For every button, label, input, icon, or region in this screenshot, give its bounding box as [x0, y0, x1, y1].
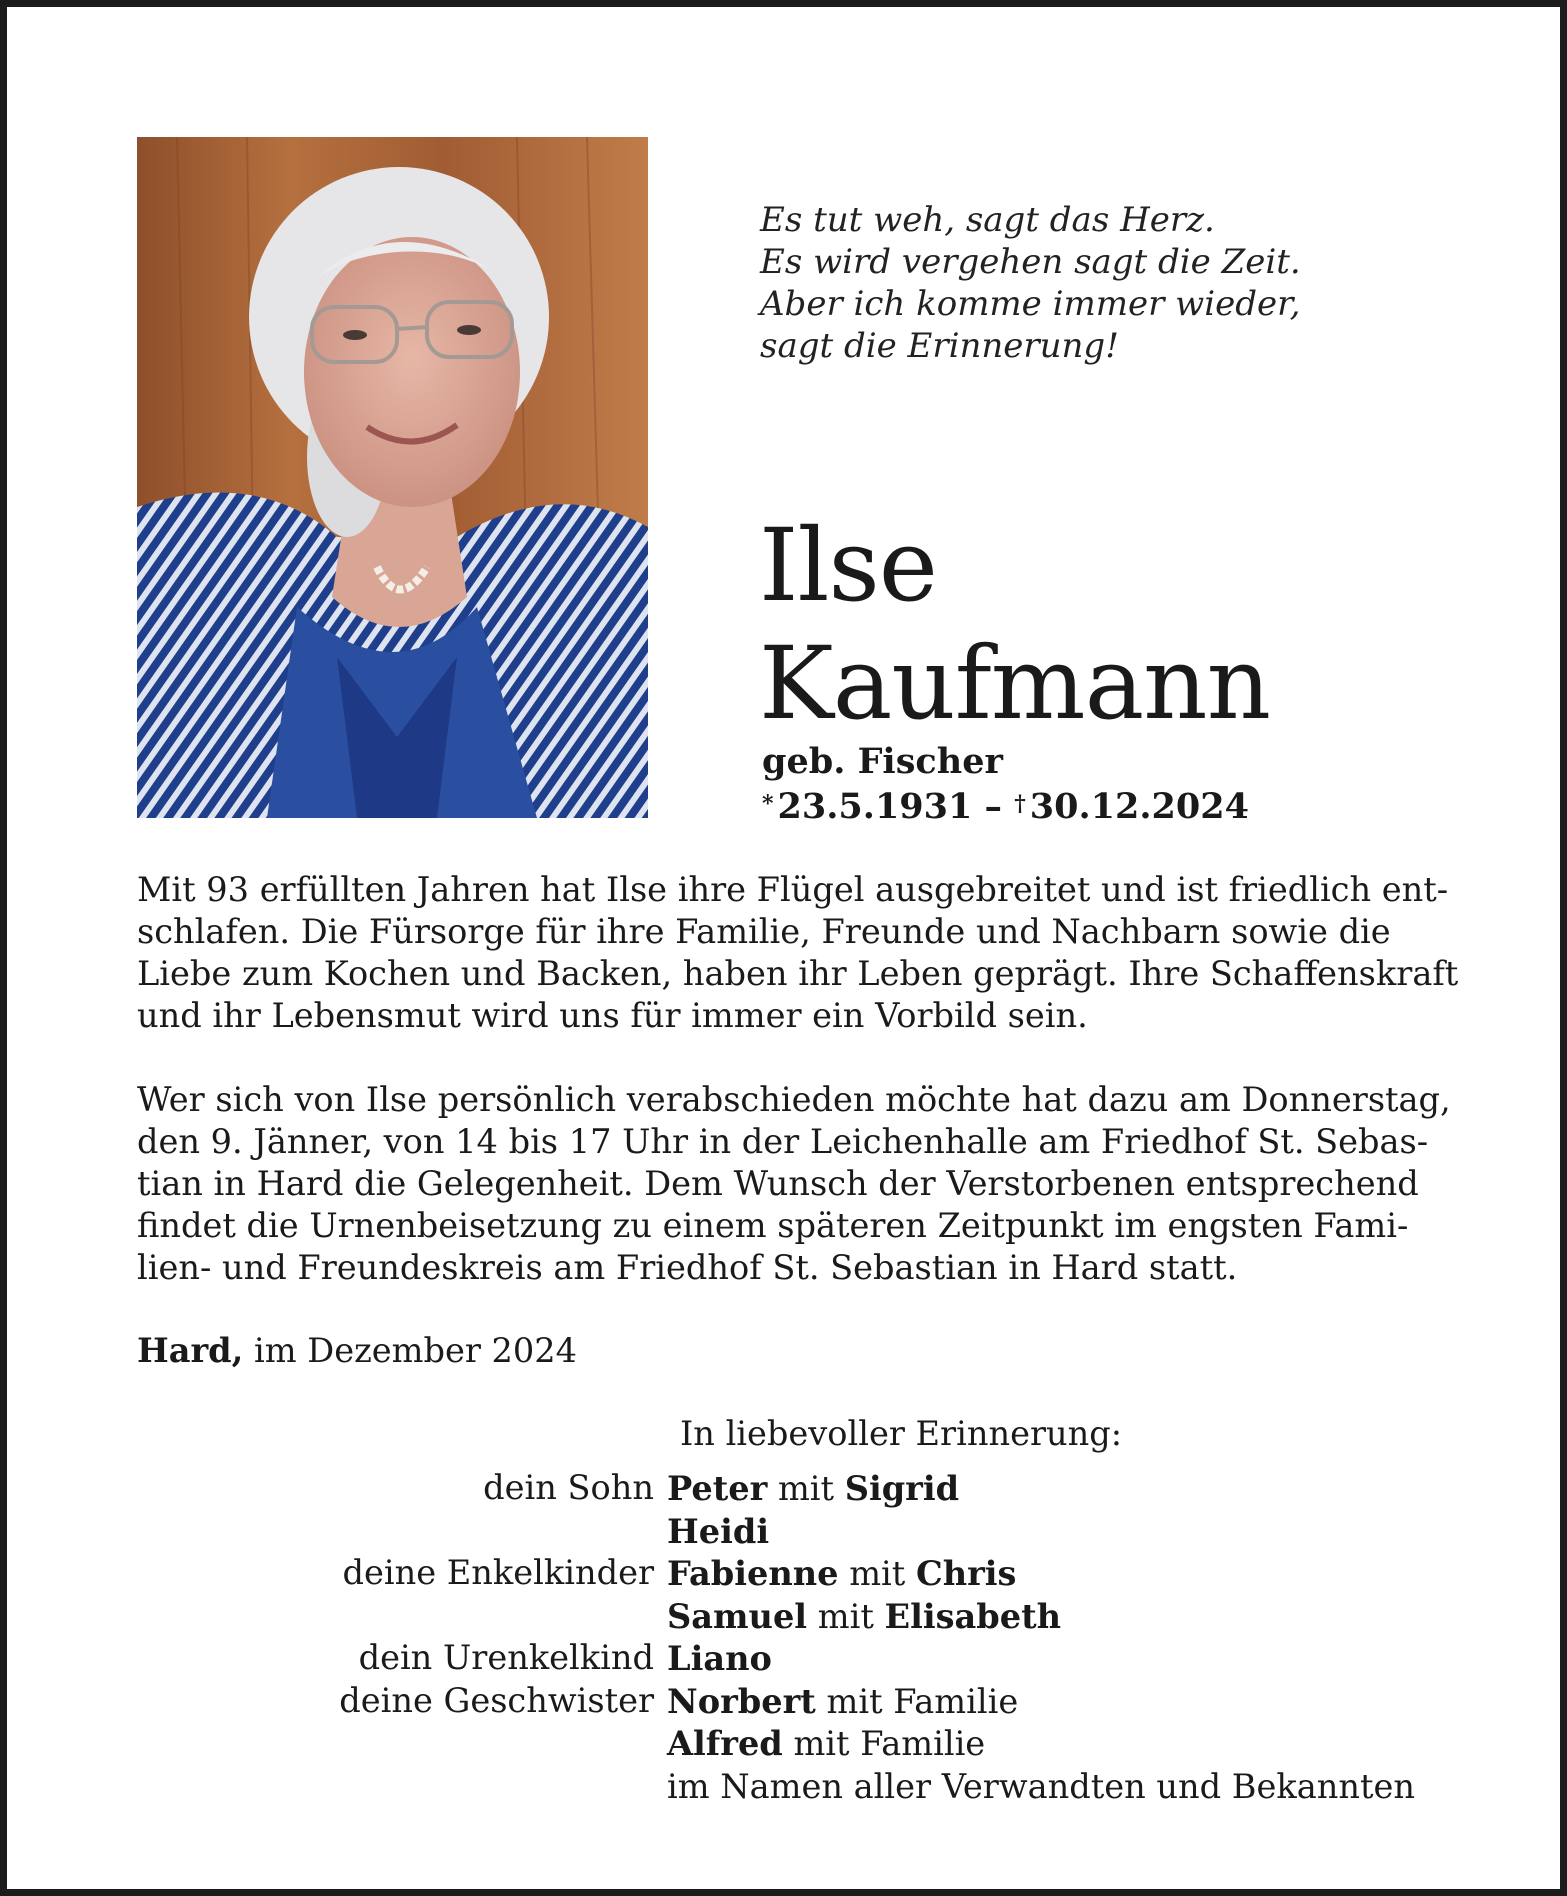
family-list	[167, 1467, 1415, 1807]
date-range	[762, 784, 1249, 829]
memorial-verse	[760, 199, 1480, 367]
family-relation: dein Sohn	[483, 1468, 654, 1507]
maiden-name: geb. Fischer	[762, 741, 1003, 782]
family-relation	[167, 1510, 667, 1553]
family-relation: deine Geschwister	[339, 1680, 654, 1720]
verse-line: Es wird vergehen sagt die Zeit.	[760, 242, 1301, 282]
place-city: Hard,	[137, 1330, 244, 1370]
family-row	[167, 1637, 1415, 1680]
family-row	[167, 1467, 1415, 1510]
family-name: Chris	[915, 1553, 1017, 1593]
paragraph-line: und ihr Lebensmut wird uns für immer ein Vorbild sein.	[137, 996, 1088, 1035]
family-relation: dein Urenkelkind	[358, 1638, 654, 1677]
family-row	[167, 1722, 1415, 1765]
place-date: im Dezember 2024	[243, 1331, 578, 1370]
family-joiner: im Namen aller Verwandten und Bekannten	[667, 1766, 1415, 1806]
verse-line: Aber ich komme immer wieder,	[760, 284, 1301, 324]
place-and-date	[137, 1329, 577, 1372]
family-relation	[167, 1765, 667, 1808]
family-name: Liano	[667, 1638, 772, 1678]
obituary-paragraph-2	[137, 1079, 1451, 1289]
family-relation	[167, 1722, 667, 1765]
family-row	[167, 1680, 1415, 1723]
paragraph-line: schlafen. Die Fürsorge für ihre Familie, Freunde und Nachbarn sowie die	[137, 912, 1391, 951]
family-name: Samuel	[667, 1595, 808, 1636]
verse-line: sagt die Erinnerung!	[760, 326, 1119, 366]
paragraph-line: Mit 93 erfüllten Jahren hat Ilse ihre Flügel ausgebreitet und ist friedlich ent-	[137, 870, 1449, 909]
died-mark: †	[1014, 791, 1026, 817]
family-row	[167, 1552, 1415, 1595]
death-date: 30.12.2024	[1029, 786, 1249, 827]
paragraph-line: tian in Hard die Gelegenheit. Dem Wunsch der Verstorbenen entsprechend	[137, 1164, 1419, 1203]
family-relation: deine Enkelkinder	[342, 1553, 654, 1592]
deceased-name	[759, 507, 1270, 743]
date-dash: –	[972, 786, 1015, 827]
first-name: Ilse	[759, 507, 937, 624]
family-joiner: mit	[838, 1554, 916, 1593]
family-joiner: mit Familie	[782, 1724, 986, 1763]
memory-heading: In liebevoller Erinnerung:	[680, 1414, 1123, 1453]
family-name: Fabienne	[667, 1553, 839, 1593]
family-name: Elisabeth	[884, 1595, 1062, 1636]
born-mark: *	[762, 791, 774, 817]
paragraph-line: den 9. Jänner, von 14 bis 17 Uhr in der Leichenhalle am Friedhof St. Sebas-	[137, 1122, 1429, 1161]
last-name: Kaufmann	[759, 625, 1270, 742]
portrait-photo	[137, 137, 648, 818]
birth-date: 23.5.1931	[777, 786, 973, 827]
family-relation	[167, 1595, 667, 1638]
paragraph-line: Liebe zum Kochen und Backen, haben ihr Leben geprägt. Ihre Schaffenskraft	[137, 954, 1459, 993]
family-name: Peter	[667, 1468, 768, 1508]
family-joiner: mit	[767, 1469, 845, 1508]
family-name: Alfred	[667, 1723, 783, 1763]
family-joiner: mit	[807, 1596, 885, 1636]
paragraph-line: findet die Urnenbeisetzung zu einem späteren Zeitpunkt im engsten Fami-	[137, 1206, 1409, 1245]
verse-line: Es tut weh, sagt das Herz.	[760, 200, 1215, 240]
family-joiner: mit Familie	[815, 1681, 1019, 1721]
family-row	[167, 1765, 1415, 1808]
family-name: Sigrid	[844, 1468, 960, 1508]
family-name: Norbert	[667, 1680, 816, 1721]
family-row	[167, 1510, 1415, 1553]
obituary-paragraph-1	[137, 869, 1459, 1037]
paragraph-line: lien- und Freundeskreis am Friedhof St. Sebastian in Hard statt.	[137, 1248, 1238, 1287]
life-dates	[762, 739, 1249, 829]
family-name: Heidi	[667, 1510, 770, 1551]
family-row	[167, 1595, 1415, 1638]
paragraph-line: Wer sich von Ilse persönlich verabschieden möchte hat dazu am Donnerstag,	[137, 1080, 1451, 1119]
